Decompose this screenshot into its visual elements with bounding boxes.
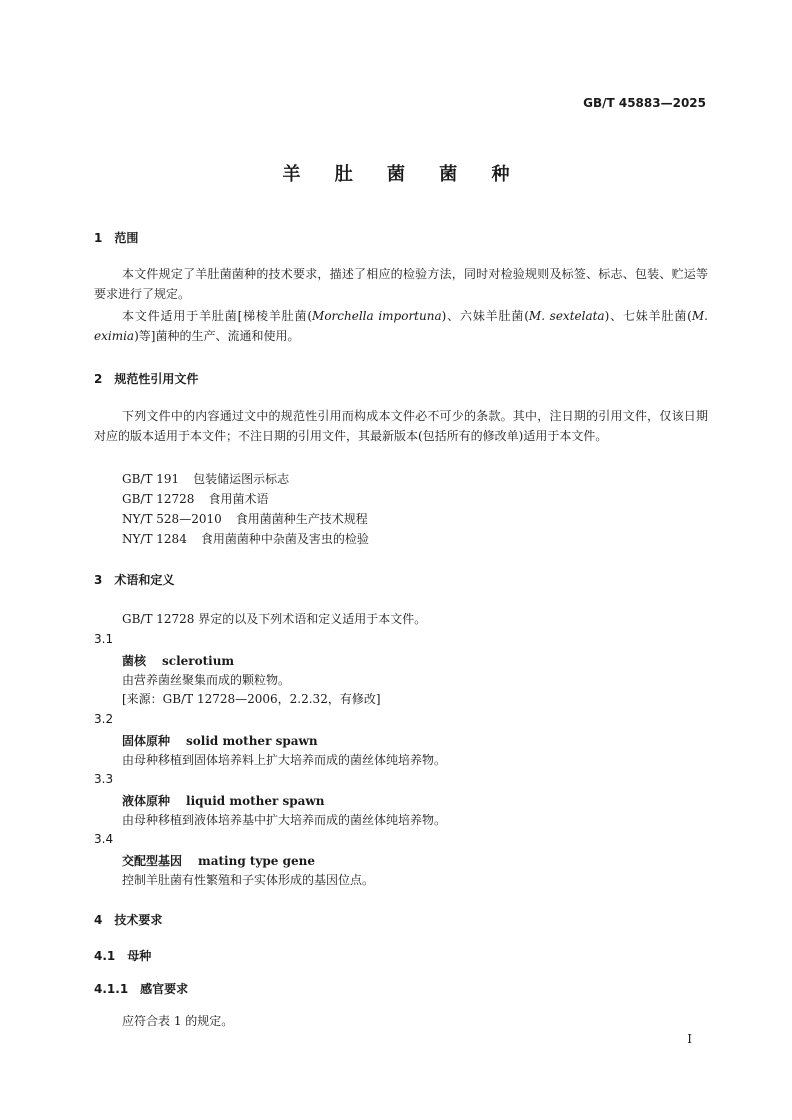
term-entry: 液体原种 liquid mother spawn [122,794,325,808]
section-1-paragraph-2: 本文件适用于羊肚菌[梯棱羊肚菌(Morchella importuna)、六妹羊肚菌(M. sextelata)、七妹羊肚菌(M. eximia)等]菌种的生产、流通和使用。 [94,309,708,343]
term-entry: 菌核 sclerotium [122,654,235,668]
term-source: [来源：GB/T 12728—2006，2.2.32，有修改] [122,692,381,706]
term-number: 3.4 [94,832,114,846]
reference-item: NY/T 528—2010 食用菌菌种生产技术规程 [122,512,368,526]
term-entry: 交配型基因 mating type gene [122,854,315,868]
section-2-heading: 2 规范性引用文件 [94,372,199,386]
section-4-1-1-paragraph: 应符合表 1 的规定。 [122,1014,234,1028]
section-3-heading: 3 术语和定义 [94,573,175,587]
reference-item: NY/T 1284 食用菌菌种中杂菌及害虫的检验 [122,532,369,546]
section-3-paragraph: GB/T 12728 界定的以及下列术语和定义适用于本文件。 [122,612,427,626]
term-number: 3.2 [94,712,114,726]
standard-number: GB/T 45883—2025 [583,96,706,110]
section-4-1-1-heading: 4.1.1 感官要求 [94,982,189,996]
reference-item: GB/T 191 包装储运图示标志 [122,472,290,486]
term-definition: 由母种移植到液体培养基中扩大培养而成的菌丝体纯培养物。 [122,813,447,827]
section-4-heading: 4 技术要求 [94,913,163,927]
term-number: 3.3 [94,772,114,786]
section-4-1-heading: 4.1 母种 [94,949,152,963]
section-1-heading: 1 范围 [94,231,139,245]
page-number: I [687,1032,692,1046]
term-entry: 固体原种 solid mother spawn [122,734,318,748]
document-title: 羊 肚 菌 菌 种 [282,164,524,185]
term-definition: 由母种移植到固体培养料上扩大培养而成的菌丝体纯培养物。 [122,753,447,767]
reference-item: GB/T 12728 食用菌术语 [122,492,269,506]
term-definition: 控制羊肚菌有性繁殖和子实体形成的基因位点。 [122,873,375,887]
section-1-paragraph-1: 本文件规定了羊肚菌菌种的技术要求，描述了相应的检验方法，同时对检验规则及标签、标志、包装、贮运等要求进行了规定。 [94,267,708,301]
section-2-paragraph: 下列文件中的内容通过文中的规范性引用而构成本文件必不可少的条款。其中，注日期的引用文件，仅该日期对应的版本适用于本文件；不注日期的引用文件，其最新版本(包括所有的修改单)适用于本文件。 [94,409,708,443]
term-number: 3.1 [94,632,114,646]
term-definition: 由营养菌丝聚集而成的颗粒物。 [122,673,291,687]
